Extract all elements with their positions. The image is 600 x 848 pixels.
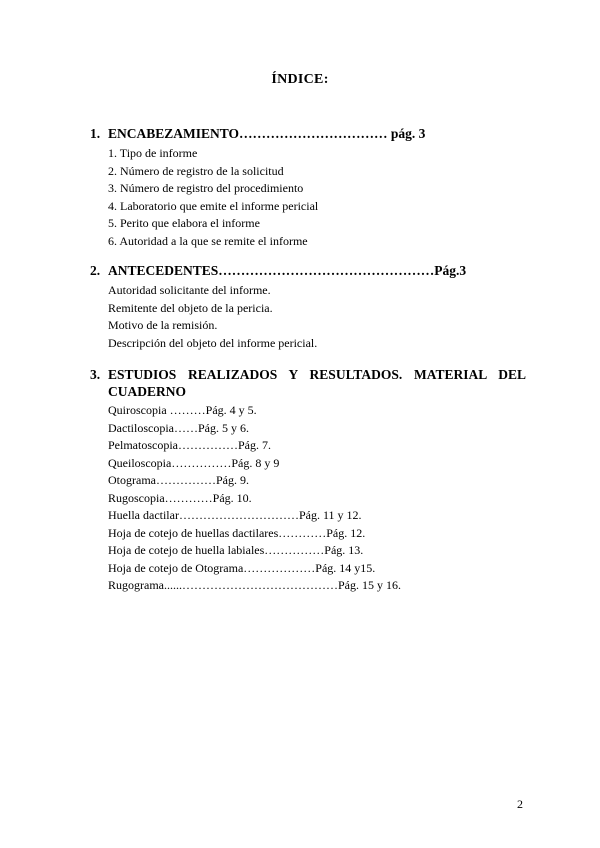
list-item: Queiloscopia……………Pág. 8 y 9 bbox=[108, 455, 280, 470]
section-heading bbox=[90, 366, 526, 400]
section-title-continuation: CUADERNO bbox=[108, 384, 187, 399]
section-heading bbox=[90, 125, 526, 142]
list-item: 3. Número de registro del procedimiento bbox=[108, 181, 304, 195]
list-item: 2. Número de registro de la solicitud bbox=[108, 163, 284, 178]
section-items bbox=[108, 282, 526, 352]
section-antecedentes bbox=[90, 262, 526, 352]
list-item: Hoja de cotejo de Otograma………………Pág. 14 y15. bbox=[108, 560, 376, 575]
list-item: Pelmatoscopia……………Pág. 7. bbox=[108, 438, 271, 452]
section-items bbox=[108, 402, 526, 595]
section-number: 2. bbox=[90, 263, 101, 278]
section-title: ESTUDIOS REALIZADOS Y RESULTADOS. MATERIAL DEL bbox=[108, 367, 526, 382]
list-item: Rugograma......…………………………………Pág. 15 y 16. bbox=[108, 578, 401, 592]
list-item: Huella dactilar…………………………Pág. 11 y 12. bbox=[108, 508, 362, 522]
list-item: 1. Tipo de informe bbox=[108, 146, 198, 160]
section-heading bbox=[90, 262, 526, 279]
list-item: 4. Laboratorio que emite el informe pericial bbox=[108, 198, 319, 213]
section-title: ANTECEDENTES…………………………………………Pág.3 bbox=[108, 263, 467, 278]
page-title: ÍNDICE: bbox=[271, 72, 329, 87]
list-item: Quiroscopia ………Pág. 4 y 5. bbox=[108, 403, 257, 417]
list-item: Hoja de cotejo de huellas dactilares…………Pág. 12. bbox=[108, 525, 366, 540]
page-number: 2 bbox=[517, 797, 523, 811]
section-items bbox=[108, 145, 526, 250]
list-item: Otograma……………Pág. 9. bbox=[108, 473, 249, 487]
list-item: Remitente del objeto de la pericia. bbox=[108, 300, 273, 315]
list-item: Autoridad solicitante del informe. bbox=[108, 283, 271, 297]
section-title-block bbox=[108, 366, 526, 400]
section-number: 1. bbox=[90, 126, 101, 141]
list-item: Hoja de cotejo de huella labiales……………Pág. 13. bbox=[108, 543, 364, 557]
list-item: 6. Autoridad a la que se remite el informe bbox=[108, 233, 308, 248]
list-item: Rugoscopia…………Pág. 10. bbox=[108, 490, 252, 505]
list-item: Dactiloscopia……Pág. 5 y 6. bbox=[108, 420, 249, 435]
list-item: 5. Perito que elabora el informe bbox=[108, 216, 260, 230]
list-item: Motivo de la remisión. bbox=[108, 318, 218, 332]
section-title: ENCABEZAMIENTO…………………………… pág. 3 bbox=[108, 126, 426, 141]
section-estudios bbox=[90, 366, 526, 595]
list-item: Descripción del objeto del informe pericial. bbox=[108, 335, 318, 350]
section-encabezamiento bbox=[90, 125, 526, 250]
section-number: 3. bbox=[90, 367, 101, 382]
